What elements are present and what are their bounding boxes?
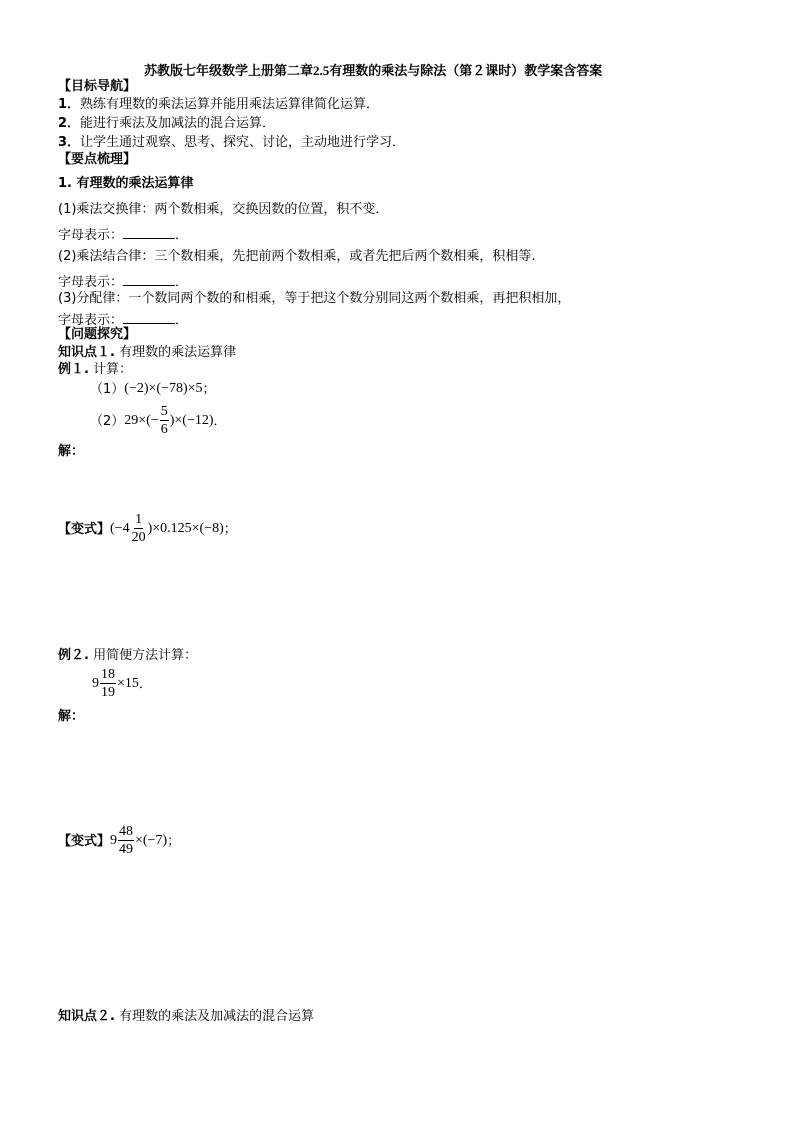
answer-blank xyxy=(123,226,175,239)
example-1-part-1: （1） (−2)×(−78)×5 ； xyxy=(90,381,216,397)
law-associative: (2)乘法结合律：三个数相乘，先把前两个数相乘，或者先把后两个数相乘，积相等. xyxy=(58,249,536,264)
objectives-heading: 【目标导航】 xyxy=(58,79,137,94)
solution-label: 解： xyxy=(58,444,85,459)
variant-1: 【变式】 (−4 $\frac{1}{20}$ )×0.125×(−8) ； xyxy=(58,512,237,545)
law-commutative: (1)乘法交换律：两个数相乘，交换因数的位置，积不变． xyxy=(58,202,389,217)
objective-item: 2．能进行乘法及加减法的混合运算． xyxy=(58,116,276,131)
example-2-expression: 9 $\frac{18}{19}$ ×15 ． xyxy=(92,667,152,700)
key-points-subheading: 1. 有理数的乘法运算律 xyxy=(58,176,194,191)
answer-blank xyxy=(123,273,175,286)
objective-item: 3．让学生通过观察、思考、探究、讨论，主动地进行学习． xyxy=(58,135,406,150)
knowledge-point-2: 知识点２. 有理数的乘法及加减法的混合运算 xyxy=(58,1009,315,1024)
key-points-heading: 【要点梳理】 xyxy=(58,152,137,167)
solution-label: 解： xyxy=(58,709,85,724)
objective-item: 1．熟练有理数的乘法运算并能用乘法运算律简化运算． xyxy=(58,97,380,112)
fraction: $\frac{48}{49}$ xyxy=(119,824,134,857)
fraction: $\frac{5}{6}$ xyxy=(160,404,168,437)
example-2: 例２. 用简便方法计算： xyxy=(58,648,198,663)
law-associative-formula: 字母表示： ． xyxy=(58,275,189,290)
exploration-heading: 【问题探究】 xyxy=(58,327,137,342)
example-1: 例１. 计算： xyxy=(58,362,133,377)
law-distributive-formula: 字母表示： ． xyxy=(58,313,189,328)
knowledge-point-1: 知识点１. 有理数的乘法运算律 xyxy=(58,345,237,360)
law-commutative-formula: 字母表示： ． xyxy=(58,228,189,243)
variant-2: 【变式】 9 $\frac{48}{49}$ ×(−7) ； xyxy=(58,824,181,857)
example-1-part-2: （2） 29×(− $\frac{5}{6}$ )×(−12) ． xyxy=(90,404,227,437)
document-title: 苏教版七年级数学上册第二章2.5有理数的乘法与除法（第２课时）教学案含答案 xyxy=(144,63,603,78)
law-distributive: (3)分配律：一个数同两个数的和相乘，等于把这个数分别同这两个数相乘，再把积相加， xyxy=(58,291,571,306)
fraction: $\frac{1}{20}$ xyxy=(131,512,146,545)
answer-blank xyxy=(123,311,175,324)
fraction: $\frac{18}{19}$ xyxy=(101,667,115,700)
